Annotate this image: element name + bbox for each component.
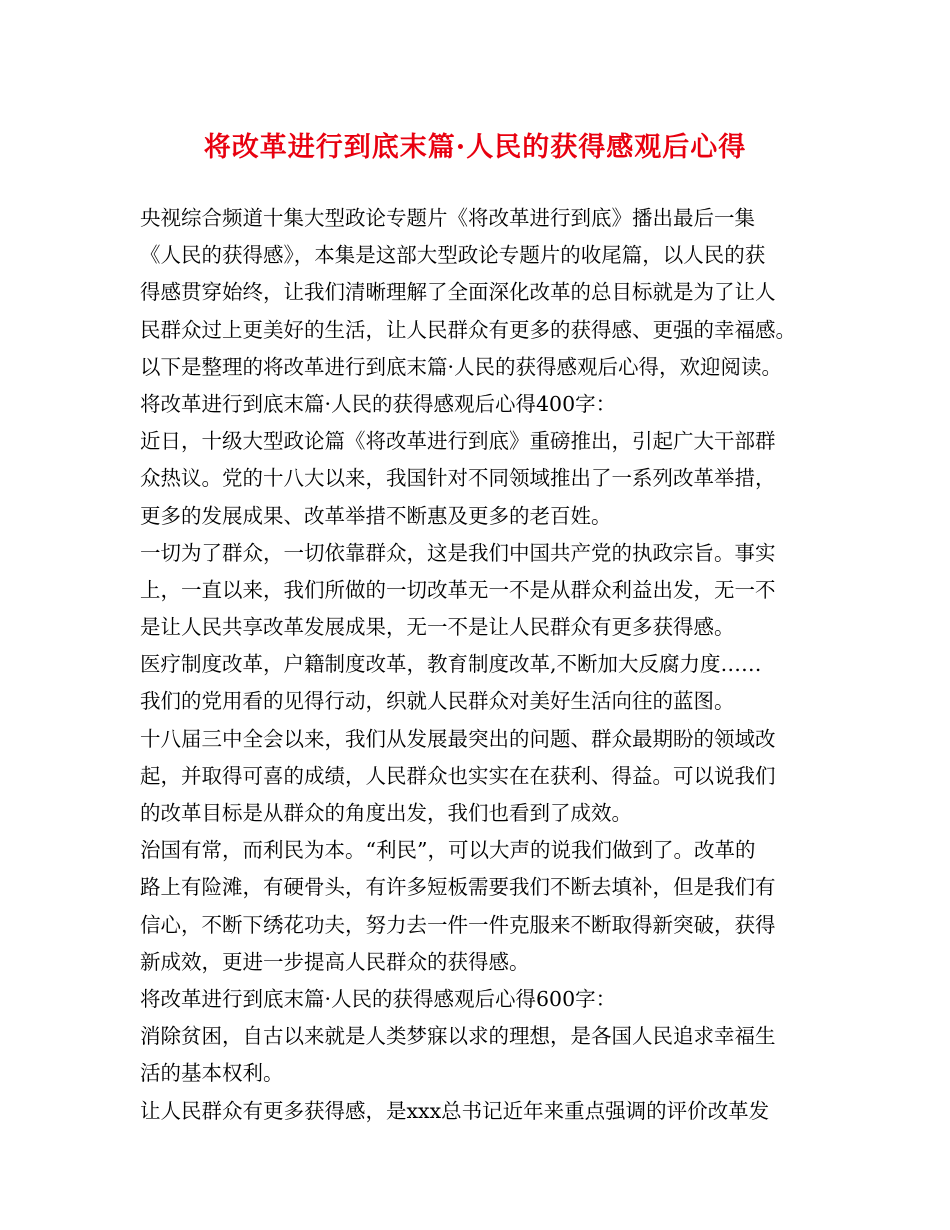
paragraph-line: 活的基本权利。 [140, 1061, 284, 1086]
paragraph-line: 上，一直以来，我们所做的一切改革无一不是从群众利益出发，无一不 [140, 577, 776, 602]
paragraph-line: 新成效，更进一步提高人民群众的获得感。 [140, 949, 530, 974]
paragraph-line: 信心，不断下绣花功夫，努力去一件一件克服来不断取得新突破，获得 [140, 912, 776, 937]
paragraph-line: 我们的党用看的见得行动，织就人民群众对美好生活向往的蓝图。 [140, 689, 735, 714]
paragraph-line: 医疗制度改革，户籍制度改革，教育制度改革,不断加大反腐力度…… [140, 652, 762, 677]
paragraph-line: 路上有险滩，有硬骨头，有许多短板需要我们不断去填补，但是我们有 [140, 875, 776, 900]
paragraph-line: 的改革目标是从群众的角度出发，我们也看到了成效。 [140, 801, 632, 825]
paragraph-line: 更多的发展成果、改革举措不断惠及更多的老百姓。 [140, 503, 612, 528]
paragraph-line: 众热议。党的十八大以来，我国针对不同领域推出了一系列改革举措， [140, 466, 776, 491]
paragraph-line: 民群众过上更美好的生活，让人民群众有更多的获得感、更强的幸福感。 [140, 317, 796, 342]
paragraph-line: 是让人民共享改革发展成果，无一不是让人民群众有更多获得感。 [140, 615, 735, 640]
section-heading-400: 将改革进行到底末篇·人民的获得感观后心得400字： [140, 391, 617, 416]
document-body [140, 200, 830, 1130]
document-title: 将改革进行到底末篇·人民的获得感观后心得 [203, 132, 747, 163]
paragraph-line: 近日，十级大型政论篇《将改革进行到底》重磅推出，引起广大干部群 [140, 429, 776, 454]
paragraph-line: 央视综合频道十集大型政论专题片《将改革进行到底》播出最后一集 [140, 206, 755, 230]
paragraph-line: 一切为了群众，一切依靠群众，这是我们中国共产党的执政宗旨。事实 [140, 540, 776, 565]
paragraph-line: 得感贯穿始终，让我们清晰理解了全面深化改革的总目标就是为了让人 [140, 280, 776, 305]
paragraph-line: 以下是整理的将改革进行到底末篇·人民的获得感观后心得，欢迎阅读。 [140, 354, 783, 379]
paragraph-line: 消除贫困，自古以来就是人类梦寐以求的理想，是各国人民追求幸福生 [140, 1024, 776, 1049]
paragraph-line: 起，并取得可喜的成绩，人民群众也实实在在获利、得益。可以说我们 [140, 763, 776, 788]
paragraph-line: 十八届三中全会以来，我们从发展最突出的问题、群众最期盼的领域改 [140, 726, 776, 751]
paragraph-line: 让人民群众有更多获得感，是xxx总书记近年来重点强调的评价改革发 [140, 1098, 770, 1123]
paragraph-line: 治国有常，而利民为本。“利民”，可以大声的说我们做到了。改革的 [140, 838, 756, 863]
section-heading-600: 将改革进行到底末篇·人民的获得感观后心得600字： [140, 986, 617, 1011]
paragraph-line: 《人民的获得感》，本集是这部大型政论专题片的收尾篇，以人民的获 [140, 243, 766, 268]
